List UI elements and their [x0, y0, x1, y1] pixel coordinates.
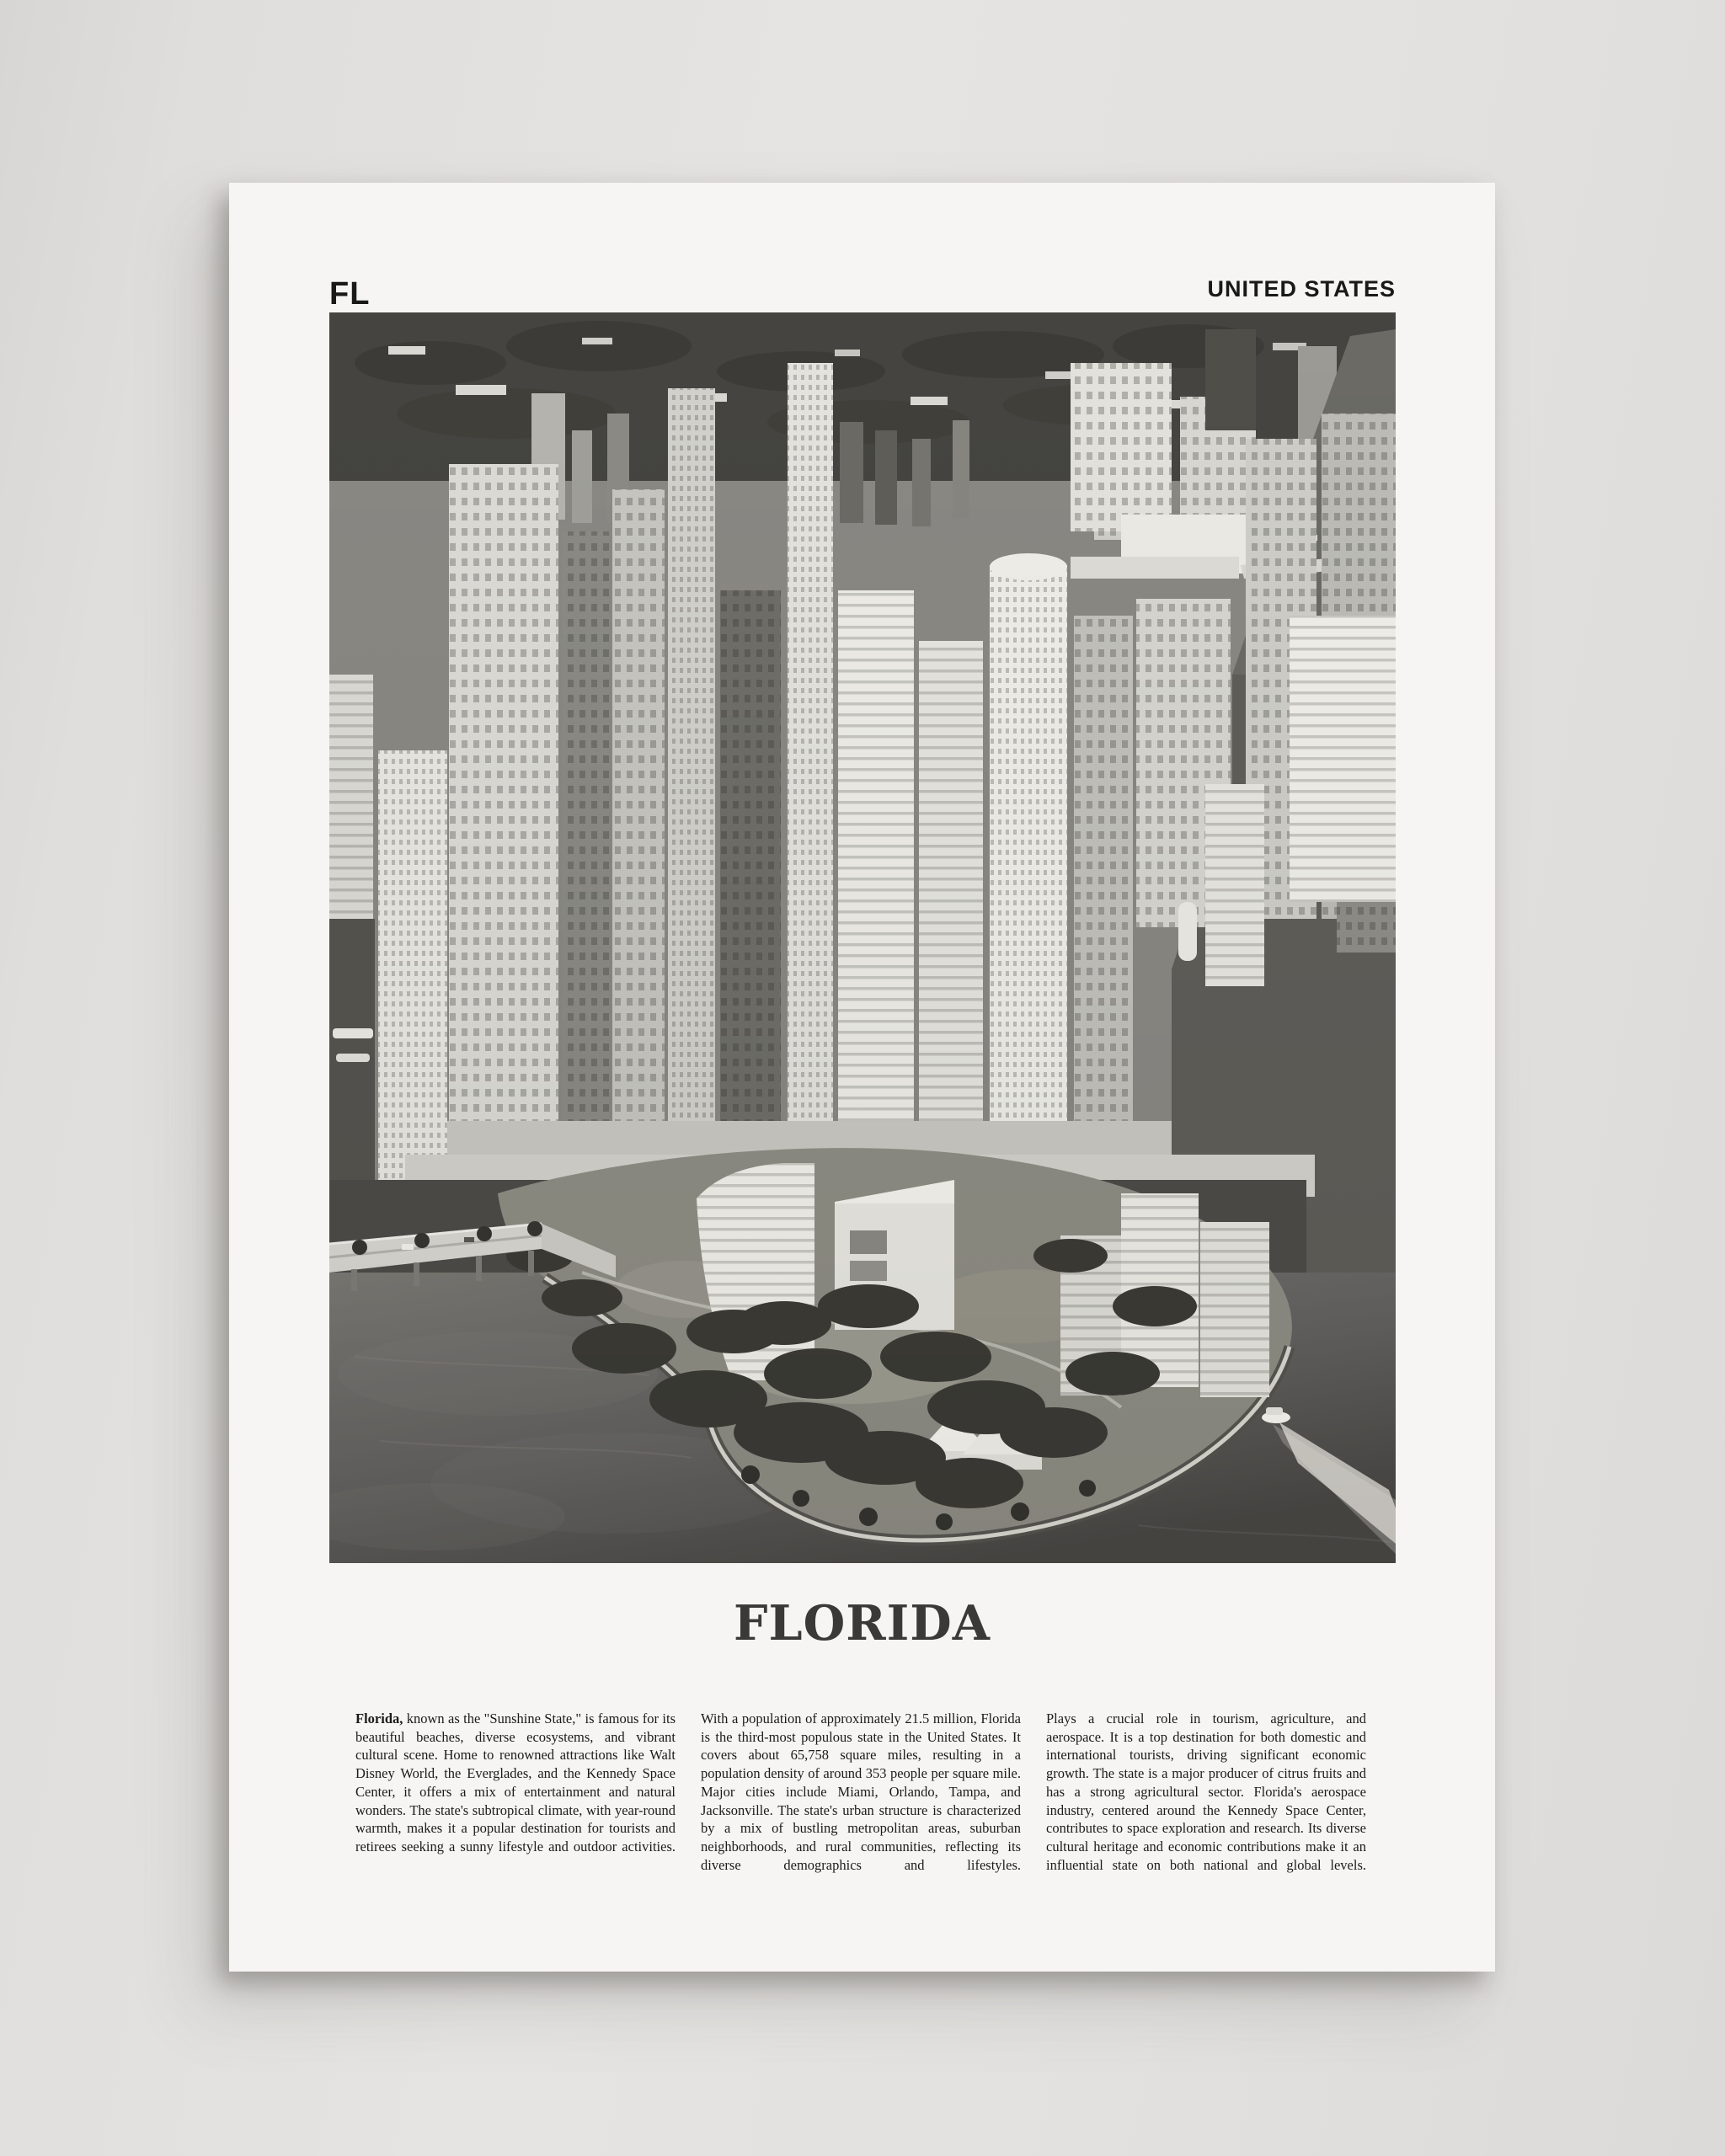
column-2-text: With a population of approximately 21.5 million, Florida is the third-most populous state in the United States. It covers about 65,758 square miles, resulting in a population density of around 353 people per square mile. Major cities include Miami, Orlando, Tampa, and Jacksonville. The state's urban structure is characterized by a mix of bustling metropolitan areas, suburban neighborhoods, and rural communities, reflecting its diverse demographics and lifestyles. — [701, 1710, 1021, 1873]
column-1-lead: Florida, — [355, 1710, 403, 1726]
description-columns — [355, 1710, 1366, 1874]
column-1-text: known as the "Sunshine State," is famous for its beautiful beaches, diverse ecosystems, and vibrant cultural scene. Home to renowned attractions like Walt Disney World, the Everglades, and the Kennedy Space Center, it offers a mix of entertainment and natural wonders. The state's subtropical climate, with year-round warmth, makes it a popular destination for tourists and retirees seeking a sunny lifestyle and outdoor activities. — [355, 1710, 676, 1854]
country-label: UNITED STATES — [1207, 276, 1396, 302]
column-3 — [1046, 1710, 1366, 1874]
miami-aerial-photo-graphic — [329, 312, 1396, 1563]
state-code-label: FL — [329, 276, 371, 312]
column-1 — [355, 1710, 676, 1874]
photo-contrast-overlay — [329, 312, 1396, 1563]
column-3-text: Plays a crucial role in tourism, agriculture, and aerospace. It is a top destination for both domestic and international tourists, driving significant economic growth. The state is a major producer of citrus fruits and has a strong agricultural sector. Florida's aerospace industry, centered around the Kennedy Space Center, contributes to space exploration and research. Its diverse cultural heritage and economic contributions make it an influential state on both national and global levels. — [1046, 1710, 1366, 1873]
travel-poster — [229, 183, 1495, 1972]
column-2 — [701, 1710, 1021, 1874]
poster-photo — [329, 312, 1396, 1563]
poster-title: FLORIDA — [734, 1595, 991, 1652]
